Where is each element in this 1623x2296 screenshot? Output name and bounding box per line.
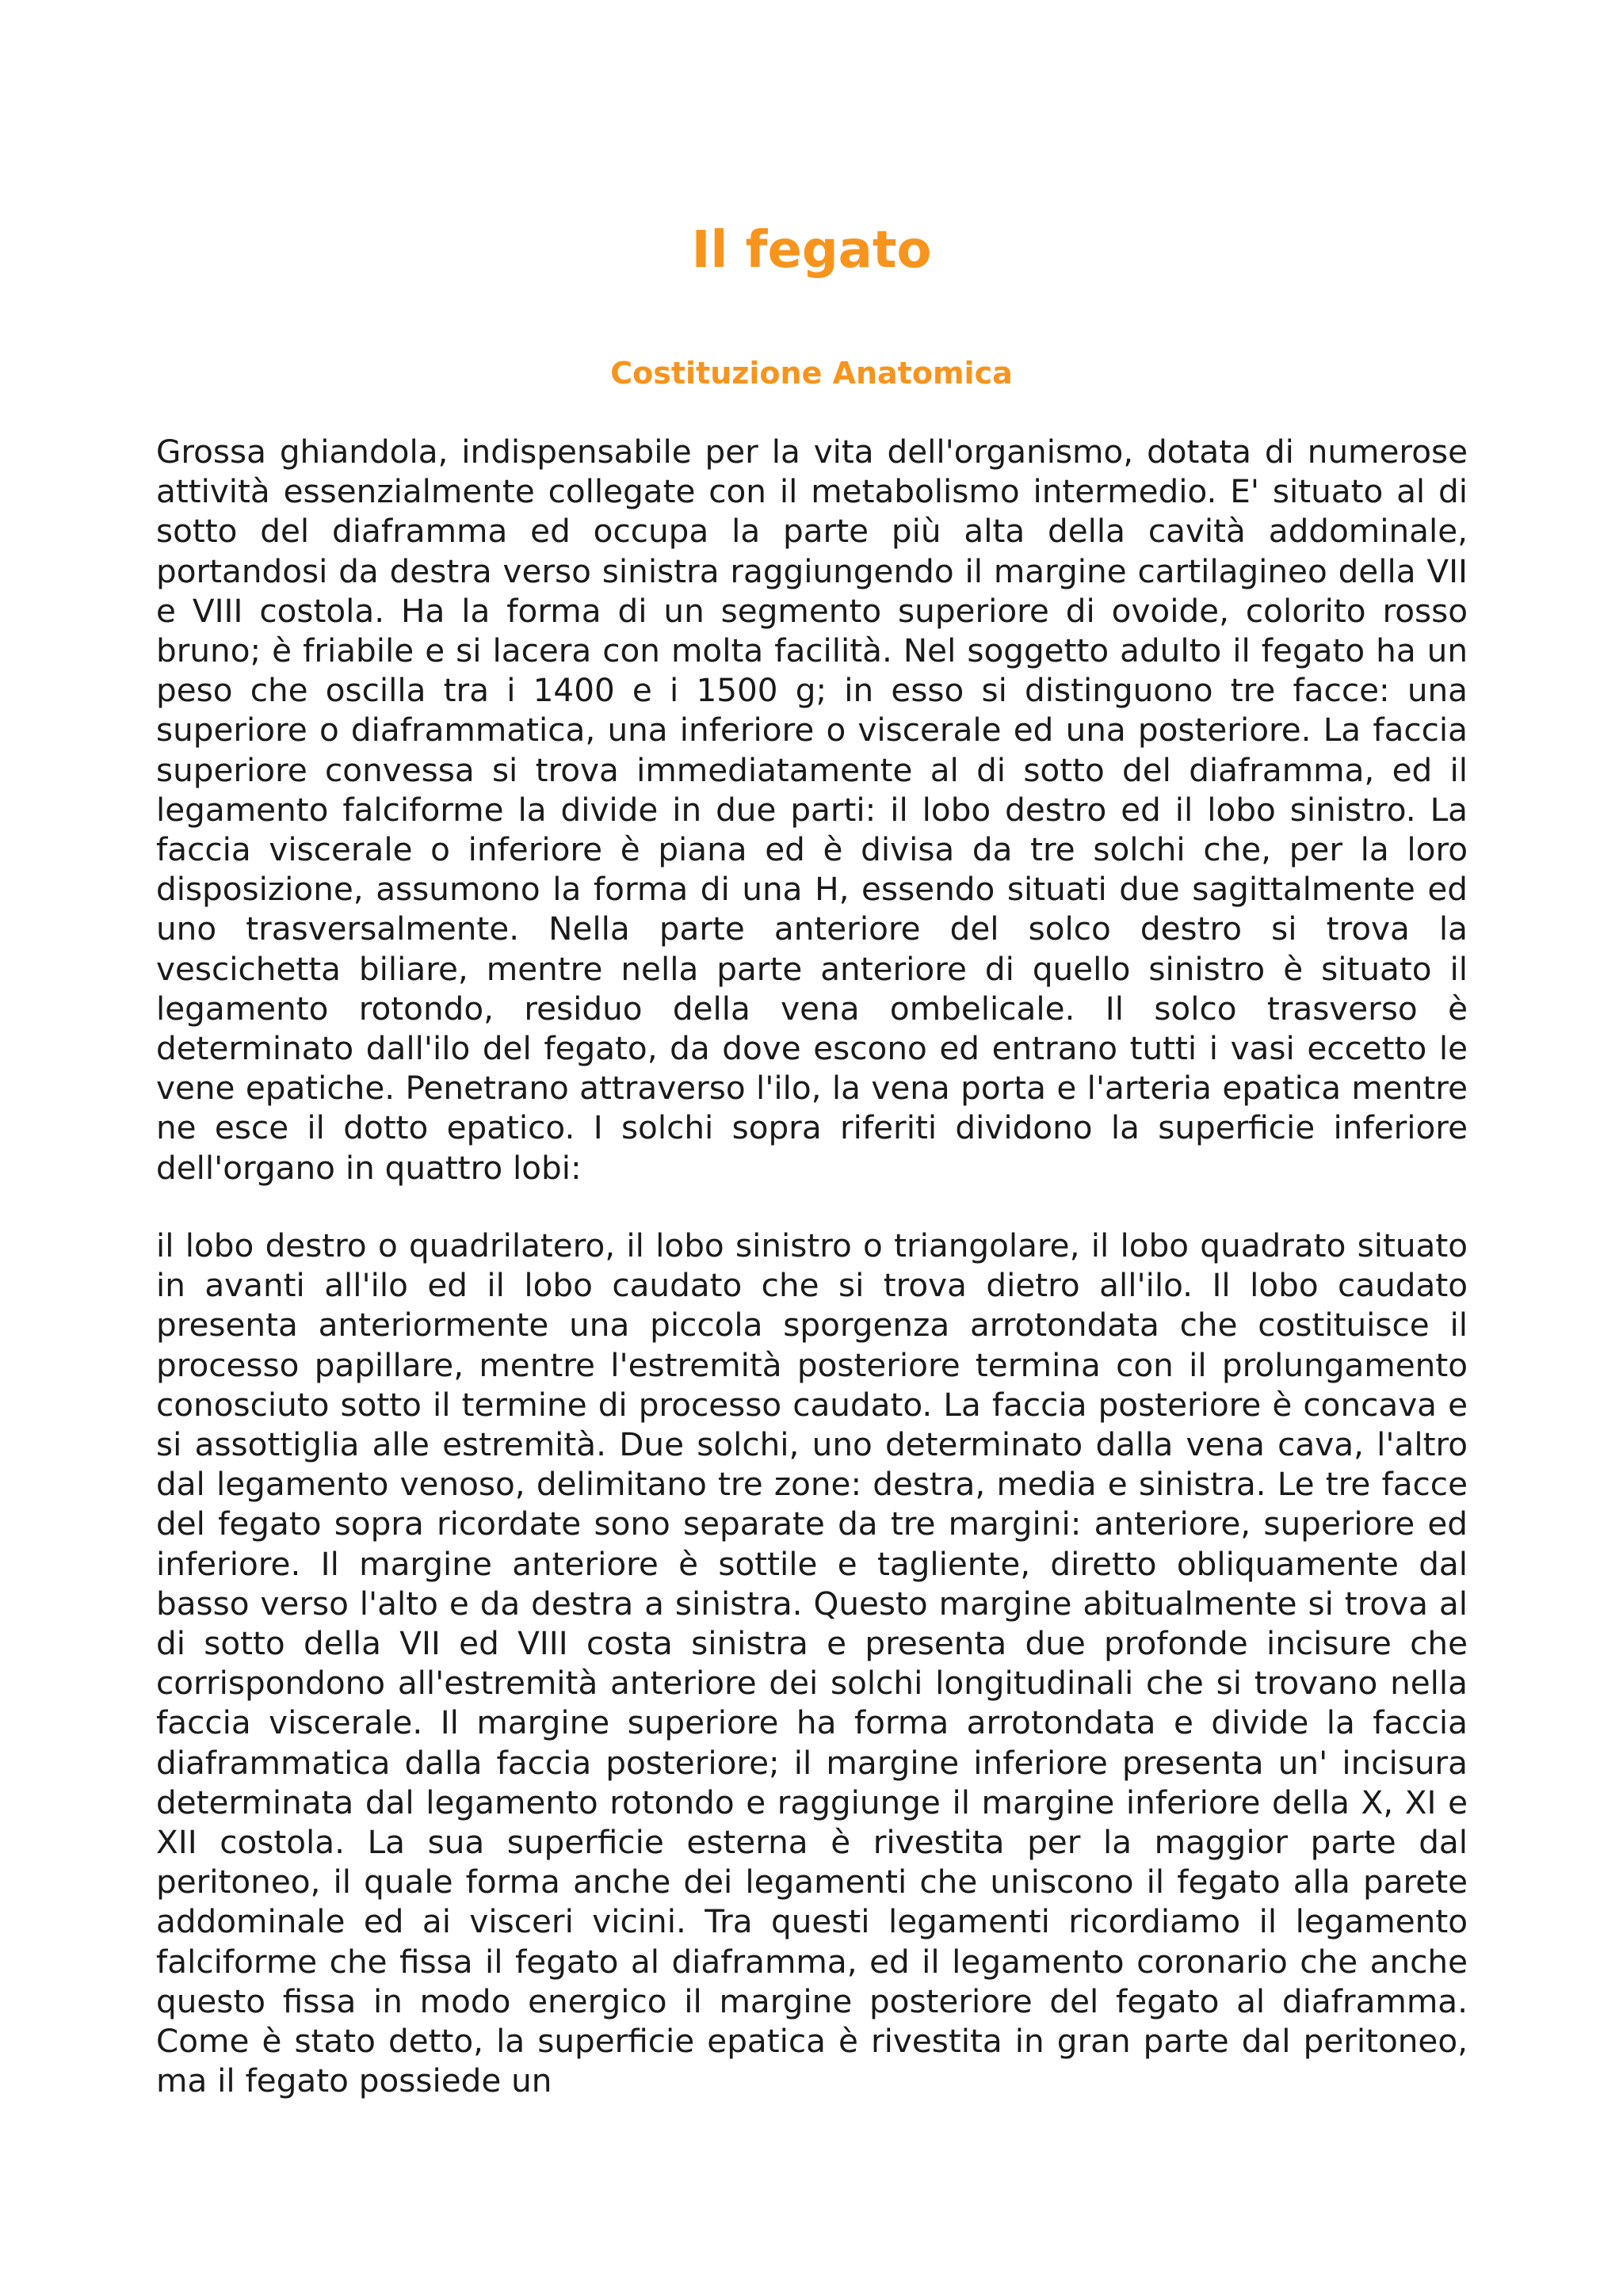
page-title: Il fegato <box>691 221 932 280</box>
paragraph-2: il lobo destro o quadrilatero, il lobo sinistro o triangolare, il lobo quadrato situato in avanti all'ilo ed il lobo caudato che si trova dietro all'ilo. Il lobo caudato presenta anteriormente una piccola sporgenza arrotondata che costituisce il processo papillare, mentre l'estremità posteriore termina con il prolungamento conosciuto sotto il termine di processo caudato. La faccia posteriore è concava e si assottiglia alle estremità. Due solchi, uno determinato dalla vena cava, l'altro dal legamento venoso, delimitano tre zone: destra, media e sinistra. Le tre facce del fegato sopra ricordate sono separate da tre margini: anteriore, superiore ed inferiore. Il margine anteriore è sottile e tagliente, diretto obliquamente dal basso verso l'alto e da destra a sinistra. Questo margine abitualmente si trova al di sotto della VII ed VIII costa sinistra e presenta due profonde incisure che corrispondono all'estremità anteriore dei solchi longitudinali che si trovano nella faccia viscerale. Il margine superiore ha forma arrotondata e divide la faccia diaframmatica dalla faccia posteriore; il margine inferiore presenta un' incisura determinata dal legamento rotondo e raggiunge il margine inferiore della X, XI e XII costola. La sua superficie esterna è rivestita per la maggior parte dal peritoneo, il quale forma anche dei legamenti che uniscono il fegato alla parete addominale ed ai visceri vicini. Tra questi legamenti ricordiamo il legamento falciforme che fissa il fegato al diaframma, ed il legamento coronario che anche questo fissa in modo energico il margine posteriore del fegato al diaframma. Come è stato detto, la superficie epatica è rivestita in gran parte dal peritoneo, ma il fegato possiede un <box>156 1226 1468 2100</box>
paragraph-1: Grossa ghiandola, indispensabile per la vita dell'organismo, dotata di numerose attività essenzialmente collegate con il metabolismo intermedio. E' situato al di sotto del diaframma ed occupa la parte più alta della cavità addominale, portandosi da destra verso sinistra raggiungendo il margine cartilagineo della VII e VIII costola. Ha la forma di un segmento superiore di ovoide, colorito rosso bruno; è friabile e si lacera con molta facilità. Nel soggetto adulto il fegato ha un peso che oscilla tra i 1400 e i 1500 g; in esso si distinguono tre facce: una superiore o diaframmatica, una inferiore o viscerale ed una posteriore. La faccia superiore convessa si trova immediatamente al di sotto del diaframma, ed il legamento falciforme la divide in due parti: il lobo destro ed il lobo sinistro. La faccia viscerale o inferiore è piana ed è divisa da tre solchi che, per la loro disposizione, assumono la forma di una H, essendo situati due sagittalmente ed uno trasversalmente. Nella parte anteriore del solco destro si trova la vescichetta biliare, mentre nella parte anteriore di quello sinistro è situato il legamento rotondo, residuo della vena ombelicale. Il solco trasverso è determinato dall'ilo del fegato, da dove escono ed entrano tutti i vasi eccetto le vene epatiche. Penetrano attraverso l'ilo, la vena porta e l'arteria epatica mentre ne esce il dotto epatico. I solchi sopra riferiti dividono la superficie inferiore dell'organo in quattro lobi: <box>156 433 1468 1187</box>
section-subtitle: Costituzione Anatomica <box>610 356 1013 391</box>
